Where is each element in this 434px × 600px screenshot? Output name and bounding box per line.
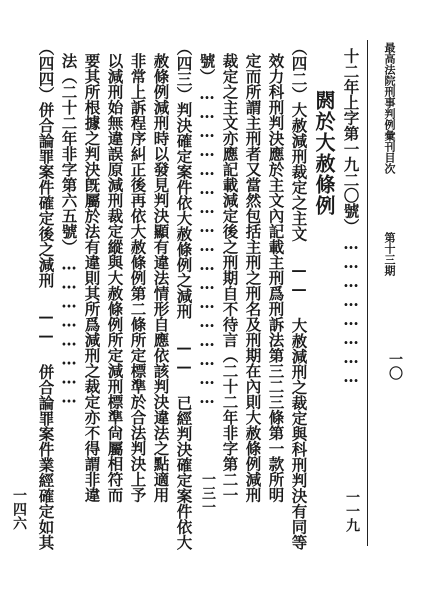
entry-43-line-1: （四三）判決確定案件依大赦條例之減刑 —— 已經判決確定案件依大 [174,40,194,550]
entry-42-line-1: （四二）大赦減刑裁定之主文 —— 大赦減刑之裁定與科刑判決有同等 [289,40,309,550]
entry-42-citation: 號）…………………………………………… [197,53,217,407]
section-heading: 閼於大赦條例 [312,90,336,216]
entry-43-line-5: 要其所根據之判決旣屬於法有違則其所爲減刑之裁定亦不得謂非違 [82,53,102,503]
page-number: 一〇 [387,352,403,380]
header-rule [367,40,368,546]
entry-42-line-2: 效力科刑判決應於主文內記載主刑爲刑訴法第三二三條第一款所明 [266,53,286,503]
entry-43-line-2: 赦條例減刑時以發見判決顯有違法情形自應依該判決違法之點適用 [151,53,171,503]
header-title: 最高法院刑事判例彙刊目次 [383,42,396,174]
entry-42-line-4: 裁定之主文亦應記載減定後之刑期自不待言（二十二年非字第二一 [220,53,240,503]
entry-42-line-3: 定而所謂主刑者又當然包括主刑之刑名及刑期在內則大赦條例減刑 [243,53,263,503]
gutter-number: 一四六 [11,488,27,530]
entry-44-line-1: （四四）併合論罪案件確定後之減刑 —— 併合論罪案件業經確定如其 [36,40,56,550]
entry-43-citation: 法（二十二年非字第六五號）…………………… [59,53,79,407]
entry-43-line-4: 以減刑始無違誤原減刑裁定縱與大赦條例所定減刑標準尙屬相符而 [105,53,125,503]
entry-43-line-3: 非常上訴程序糾正後再依大赦條例第二條所定標準於合法判決上予 [128,53,148,503]
page-ref-131: 一三一 [200,472,216,514]
header-issue: 第十三期 [383,232,396,276]
page-ref-119: 一一九 [344,490,360,532]
entry-41-citation: 十二年上字第一九二〇號）…………………… [341,48,361,386]
